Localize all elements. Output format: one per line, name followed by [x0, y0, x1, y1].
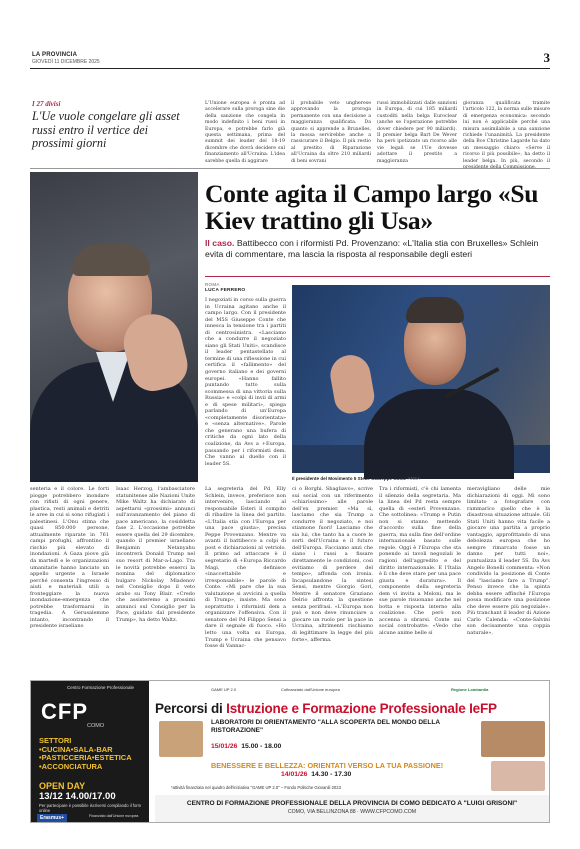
- photo-leader: [30, 172, 198, 482]
- eu-cofunded-logo: Cofinanziato dall'Unione europea: [281, 687, 340, 692]
- byline: LUCA FERRERO: [205, 288, 246, 293]
- ad-brand-logo: CFP: [41, 699, 88, 724]
- ad-photo-kitchen: [481, 721, 545, 757]
- ad-city: COMO: [87, 723, 105, 729]
- top-story-kicker: I 27 divisi: [32, 100, 61, 108]
- ad-lab-title: LABORATORI DI ORIENTAMENTO "ALLA SCOPERTA DEL MONDO DELLA RISTORAZIONE": [211, 719, 440, 734]
- ad-left-panel: [31, 681, 149, 822]
- ad-benessere-when: [281, 771, 351, 778]
- deck-text: Battibecco con i riformisti Pd. Provenzano: «L'Italia stia con Bruxelles» Schlein evita di commentare, ma lascia la risposta al responsabile degli esteri: [205, 238, 539, 259]
- header-rule: [30, 68, 550, 69]
- ad-settori: [39, 737, 132, 771]
- ad-open-day-date: 13/12 14.00/17.00: [39, 791, 116, 802]
- ad-open-day-label: OPEN DAY: [39, 781, 86, 791]
- article-column-3: La segreteria del Pd Elly Schlein, invece, preferisce non intervenire, lasciando al responsabile Esteri il compito di ribadire la linea del partito. «L'Italia stia con l'Europa per una pace giusta», precisa Peppe Provenzano. Mentre va avanti il battibecco a colpi di post e dichiarazioni al vetriolo. Il primo ad attaccare è il segretario di +Europa Riccardo Magi, che definisce «inaccettabile e irresponsabile» le parole di Conte. «Mi pare che la sua valutazione si avvicini a quella di Trump», insiste. Ma sono soprattutto i riformisti dem a organizzare l'offensiva. Con il senatore del Pd Filippo Sensi a dare il segnale di fuoco. «Ho letto una volta su Europa, Trump e Ucraina che pensavo fosse di Vannac-: [205, 486, 286, 650]
- top-story-title: L'Ue vuole congelare gli asset russi entro il vertice dei prossimi giorni: [32, 109, 180, 150]
- article-column-4: ci o Borghi. Sbagliavo», scrive sui social con un riferimento «chiarissimo» alle parole dell'ex premier. «Ma sì, lasciamo che sia Trump a condurre il negoziato, e noi stiamone fuori! Lasciamo che sia lui, che tanto ha a cuore le sorti dell'Ucraina e il futuro dell'Europa. Facciamo anzi che siano i russi a fissare direttamente le condizioni, così evitiamo di perdere del tempo», affonda con ironia. Incapsulandone la sintesi Sensi, mentre Giorgio Gori, Mentre il senatore Graziano Delrio affronta la questione senza perifrasi. «L'Europa non può e non deve rinunciare a giocare un ruolo per la pace in Ucraina, altrimenti rischiamo di legittimare la legge del più forte», afferma.: [292, 486, 373, 643]
- photo-hand: [327, 352, 376, 416]
- ad-lab-when: [211, 743, 281, 750]
- photo-caption: [292, 476, 550, 481]
- ad-lab-date: 15/01/26: [211, 743, 238, 750]
- gameup-logo: GAME UP 2.0: [211, 687, 237, 692]
- caption-text: Il presidente del Movimento 5 Stelle Giuseppe Conte: [292, 476, 407, 481]
- article-column-6: meravigliano delle mie dichiarazioni di oggi. Mi sono limitato a fotografare con rammarico quello che è la disastrosa situazione attuale. Gli Stati Uniti hanno vita facile a giocare una partita a proprio vantaggio, approfittando di una debolezza europea che ho sempre rimarcato fosse un danno per tutti noi», puntualizza il leader 5S. Da Avs Angelo Bonelli commenta: «Non condivido la posizione di Conte del "lasciamo fare a Trump". Penso invece che la spinta debba essere affinché l'Europa possa modificare una posizione che deve essere più negoziale». Più tranchant il leader di Azione Carlo Calenda: «Conte-Salvini son decisamente una coppia naturale»,: [467, 486, 550, 637]
- section-rule: [30, 168, 550, 169]
- ad-settori-item: •ACCONCIATURA: [39, 761, 103, 771]
- ad-funding-note: *attività finanziata nel quadro dell'iniziativa "GAME UP 2.0" – Fondo Politiche Giovanili 2023: [171, 785, 341, 790]
- ad-footer-title: CENTRO DI FORMAZIONE PROFESSIONALE DELLA PROVINCIA DI COMO DEDICATO A "LUIGI GRISONI": [186, 800, 518, 807]
- regione-lombardia-logo: Regione Lombardia: [451, 687, 489, 692]
- ad-participation-note: Per partecipare è possibile iscriversi compilando il form online: [39, 803, 142, 813]
- top-story-column-4: gioranza qualificata tramite l'articolo 122, la norma sulle misure di emergenza economica: secondo lui non è applicabile perché una misura assimilabile a una sanzione richiede l'unanimità. La presidente della Bce Christine Lagarde ha dato un messaggio chiaro: «Serve il ricorso il più possibile», ha detto il leader belga. In più, secondo il presidente della Commissione.: [463, 101, 550, 171]
- photo-hair: [406, 297, 464, 323]
- top-story-column-2: il probabile veto ungherese approvando la proroga permanente con una decisione a maggioranza qualificata. Da quanto si apprende a Bruxelles, la mossa servirebbe anche a rassicurare il Belgio. Il più restio al prestito di Riparazione all'Ucraina da oltre 210 miliardi di beni sovrani: [291, 101, 371, 164]
- eu-funded-logo: Finanziato dall'Unione europea: [89, 814, 139, 818]
- ad-settori-item: •CUCINA•SALA-BAR: [39, 744, 113, 754]
- ad-headline-a: Percorsi di: [155, 701, 227, 716]
- advertisement[interactable]: [30, 680, 550, 823]
- ad-settori-item: •PASTICCERIA•ESTETICA: [39, 753, 132, 763]
- article-column-5: Tra i riformisti, c'è chi lamenta il silenzio della segretaria. Ma la linea del Pd resta sempre quella di «esteri Provenzano. Che sottolinea: «Trump e Putin non si stanno mettendo d'accordo sulla fine della guerra, ma sulla fine dell'ordine internazionale basato sulle regole. Oggi è l'Europa che sta ponendo ai tavoli negoziali le ragioni dell'aggredito e del diritto internazionale. E l'Italia è lì che deve stare per una pace giusta e duratura». Il componente della segreteria dem vi invita a Meloni, ma le sue parole risuonano anche nel botta e risposta interno alla coalizione. Che però non accenna a sbrarsi. Conte sui social controbatte: «Vedo che alcune anime belle si: [379, 486, 461, 637]
- ad-settori-title: SETTORI: [39, 736, 72, 745]
- newspaper-name: LA PROVINCIA: [32, 52, 78, 58]
- top-story-column-3: russi immobilizzati dalle sanzioni in Europa, di cui 185 miliardi custoditi nella belga Euroclear (anche se l'operazione potrebbe dover chiedere per 90 miliardi). Il premier belga Bart De Wever ha però ipotizzato un ricorso alle vie legali se l'Ue dovesse adottare il prestito a maggioranza: [377, 101, 457, 164]
- ad-lab-time: 15.00 - 18.00: [241, 743, 282, 750]
- ad-ben-date: 14/01/26: [281, 771, 308, 778]
- photo-hair: [72, 244, 150, 276]
- top-story-column-1: L'Unione europea è pronta ad accelerare sulla proroga sine die della sanzione che congela in modo indefinito i beni russi in Europa, e potrebbe farlo già questa settimana, prima del summit dei leader del 18-19 dicembre che dovrà decidere sul finanziamento all'Ucraina. L'idea sarebbe quella di aggirare: [205, 101, 285, 164]
- caption-agency: ANSA: [407, 476, 421, 481]
- article-column-1: senteria e il colore. Le forti piogge potrebbero inondare con rifiuti di ogni genere, plastica, resti animali e detriti le aree in cui si sono rifugiati i palestinesi. L'Onu stima che quasi 850.000 persone, attualmente riparate in 761 campi profughi, affrontino il rischio più elevato di inondazioni. A Gaza piove già da martedì e le organizzazioni umanitarie hanno lanciato un appello urgente a Israele perché consenta l'ingresso di aiuti e materiali utili a fronteggiare la nuova inondazione-emergenza che potrebbe trasformarsi in tragedia. A Gerusalemme intanto, incontrando il presidente israeliano: [30, 486, 109, 630]
- photo-suit: [364, 389, 514, 479]
- deck-kicker: Il caso.: [205, 238, 235, 248]
- ad-footer-address[interactable]: COMO, VIA BELLINZONA 88 · WWW.CFPCOMO.COM: [287, 809, 417, 815]
- main-story-lead-column: I negoziati in corso sulla guerra in Ucraina agitano anche il campo largo. Con il presidente del M5S Giuseppe Conte che innesca la tensione tra i partiti di centrosinistra. «Lasciamo che a condurre il negoziato siano gli Stati Uniti», scandisce il leader pentastellato al termine di una riflessione in cui certifica il «fallimento» del governo italiano e dei governi europei. «Hanno fallito puntando tutto sulla scommessa di una vittoria sulla Russia» e «colpi di invii di armi e di spese militari», spiega parlando di un'Europa «completamente disorientata» e «senza alternative». Parole che generano una bufera di critiche da ogni lato della coalizione, da Avs a +Europa, passando per i riformisti dem. Che vanno al duello con il leader 5S.: [205, 297, 286, 467]
- ad-photo-cooks: [159, 721, 203, 757]
- main-story-deck: [205, 238, 550, 260]
- ad-sponsor-logos: [211, 685, 531, 699]
- main-story-title: Conte agita il Campo largo «Su Kiev trattino gli Usa»: [205, 179, 539, 235]
- deck-rule: [205, 276, 550, 277]
- erasmus-logo: Erasmus+: [37, 814, 67, 822]
- issue-date: GIOVEDÌ 11 DICEMBRE 2025: [32, 59, 100, 65]
- article-column-2: Isaac Herzog, l'ambasciatore statunitense alle Nazioni Unite Mike Waltz ha dichiarato di aspettarsi «prossimi» annunci sull'avanzamento del piano di pace americano, la cosiddetta fase 2. L'occasione potrebbe essere quella del 29 dicembre, quando il premier israeliano Benjamin Netanyahu incontrerà Donald Trump nel suo resort di Mar-a-Lago. Tra le novità potrebbe esserci la nomina del diplomatico bulgaro Nickolay Mladenov nel Consiglio dopo il veto arabo su Tony Blair. «Credo che assisteremo a prossimi annunci sul Consiglio per la Pace, guidato dal presidente Trump», ha detto Waltz.: [116, 486, 195, 623]
- ad-headline: [155, 701, 497, 716]
- ad-photo-beauty: [491, 761, 545, 791]
- ad-headline-b: Istruzione e Formazione Professionale IeFP: [226, 701, 497, 716]
- page-number: 3: [543, 50, 550, 65]
- ad-benessere-title: BENESSERE E BELLEZZA: ORIENTATI VERSO LA TUA PASSIONE!: [211, 761, 444, 770]
- dateline-place: ROMA: [205, 282, 220, 287]
- ad-ben-time: 14.30 - 17.30: [311, 771, 352, 778]
- ad-brand-small: Centro Formazione Professionale: [67, 685, 135, 690]
- ad-footer: [155, 795, 549, 822]
- photo-conte: [292, 285, 550, 473]
